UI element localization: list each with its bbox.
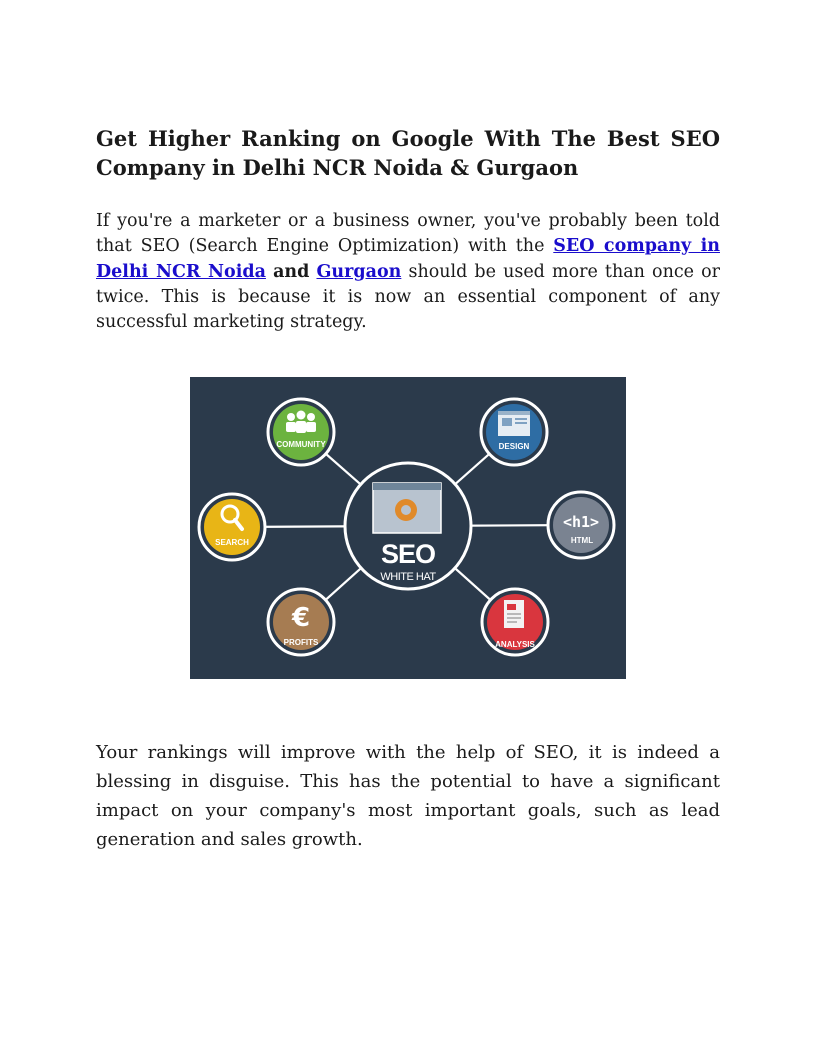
closing-paragraph: Your rankings will improve with the help of SEO, it is indeed a blessing in disguise. This has the potential to have a significant impact on your company's most important goals, such as lead generation and sales growth. [96,742,720,850]
profits-label: PROFITS [283,638,319,647]
center-subtitle: WHITE HAT [380,571,436,583]
intro-text-start: If you're a marketer or a business owner, you've probably been told that SEO (Search Engine Optimization) with the [96,211,720,257]
euro-icon: € [291,603,311,633]
seo-diagram [190,377,626,679]
profits-node [268,589,334,655]
intro-text-end: should be used more than once or twice. This is because it is now an essential component of any successful marketing strategy. [96,261,720,333]
seo-company-link[interactable]: SEO company in Delhi NCR Noida [96,236,720,282]
intro-connector: and [273,261,310,282]
community-label: COMMUNITY [276,440,326,449]
html-label: HTML [570,536,594,545]
analysis-icon [504,600,524,628]
intro-paragraph [96,209,720,335]
search-node [199,494,265,560]
center-title: SEO [380,539,436,569]
design-label: DESIGN [498,442,530,451]
community-node [268,399,334,465]
article-title: Get Higher Ranking on Google With The Best SEO Company in Delhi NCR Noida & Gurgaon [96,126,720,180]
center-node [345,463,471,589]
design-icon [498,411,530,436]
design-node [481,399,547,465]
analysis-node [482,589,548,655]
gurgaon-link[interactable]: Gurgaon [316,261,402,282]
html-node [548,492,614,558]
seo-infographic [190,377,626,679]
search-label: SEARCH [215,538,249,547]
analysis-label: ANALYSIS [495,640,535,649]
html-glyph-icon: <h1> [562,513,600,531]
